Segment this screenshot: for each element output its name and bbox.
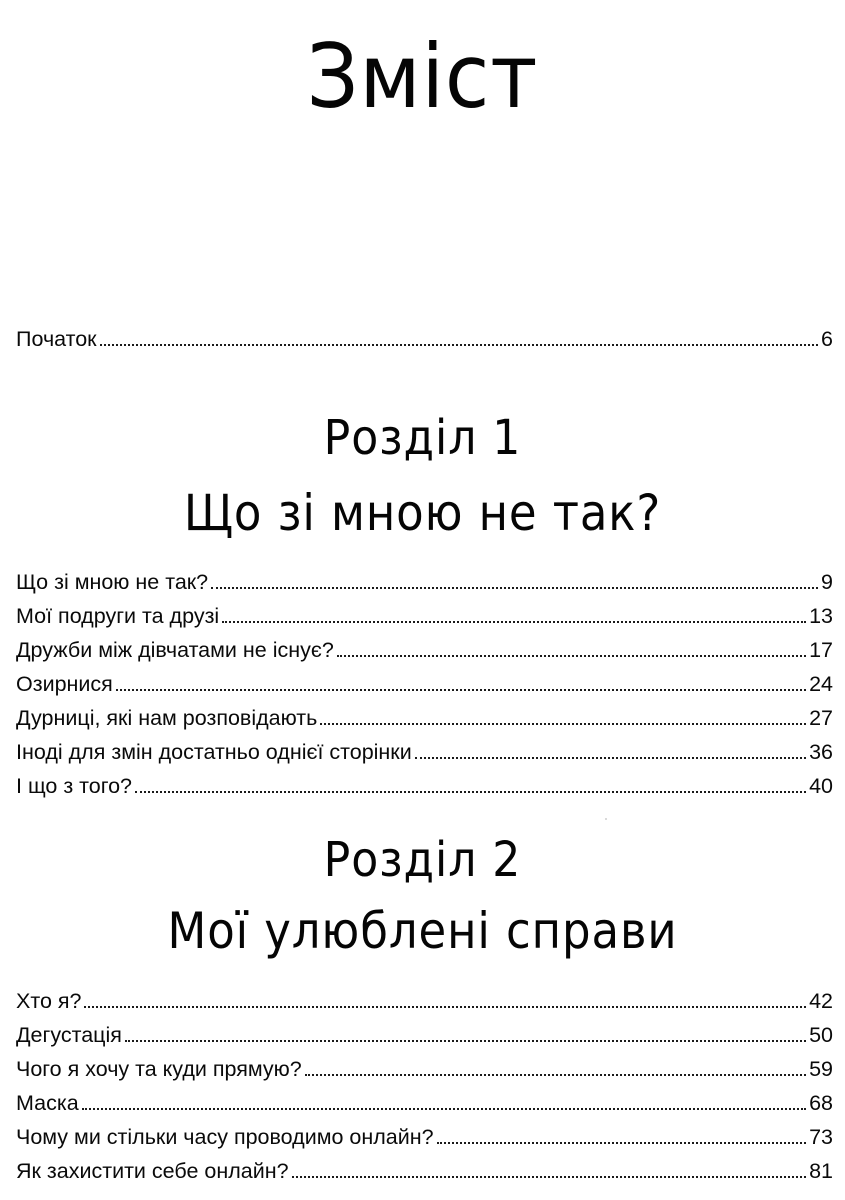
toc-entry-page-number: 42: [809, 989, 833, 1013]
toc-entry-intro[interactable]: [16, 322, 833, 352]
toc-entry-page-number: 9: [821, 570, 833, 594]
chapter-1-label: Розділ 1: [323, 410, 522, 466]
toc-entry-title: Дружби між дівчатами не існує?: [16, 638, 334, 662]
dot-leader: [222, 621, 806, 623]
toc-entry-page-number: 73: [809, 1125, 833, 1149]
toc-entry[interactable]: [16, 769, 833, 799]
toc-entry-title: І що з того?: [16, 774, 133, 798]
dot-leader: [82, 1108, 806, 1110]
toc-entry[interactable]: [16, 565, 833, 595]
toc-entry-title: Дурниці, які нам розповідають: [16, 706, 318, 730]
toc-entry-page-number: 68: [809, 1091, 833, 1115]
toc-entry-title: Що зі мною не так?: [16, 570, 209, 594]
toc-entry-page-number: 6: [821, 327, 833, 351]
toc-entry-title: Початок: [16, 327, 97, 351]
toc-entry-title: Мої подруги та друзі: [16, 604, 220, 628]
toc-entry[interactable]: [16, 984, 833, 1014]
toc-entry[interactable]: [16, 1086, 833, 1116]
chapter-1-title: Що зі мною не так?: [183, 484, 662, 542]
toc-entry-title: Озирнися: [16, 672, 113, 696]
dot-leader: [116, 689, 806, 691]
dot-leader: [211, 587, 818, 589]
chapter-2-label: Розділ 2: [323, 832, 522, 888]
toc-entry-page-number: 81: [809, 1159, 833, 1183]
toc-entry[interactable]: [16, 667, 833, 697]
toc-entry[interactable]: [16, 735, 833, 765]
toc-entry-title: Чому ми стільки часу проводимо онлайн?: [16, 1125, 434, 1149]
dot-leader: [100, 344, 818, 346]
toc-entry[interactable]: [16, 701, 833, 731]
toc-entry-page-number: 17: [809, 638, 833, 662]
toc-entry[interactable]: [16, 633, 833, 663]
toc-entry[interactable]: [16, 1154, 833, 1184]
toc-entry-title: Маска: [16, 1091, 79, 1115]
toc-entry-title: Як захистити себе онлайн?: [16, 1159, 289, 1183]
paper-speck: [605, 818, 607, 820]
dot-leader: [135, 791, 806, 793]
toc-entry-title: Дегустація: [16, 1023, 122, 1047]
toc-entry-page-number: 24: [809, 672, 833, 696]
toc-entry-page-number: 59: [809, 1057, 833, 1081]
dot-leader: [84, 1006, 806, 1008]
chapter-2-title: Мої улюблені справи: [167, 902, 678, 960]
toc-entry[interactable]: [16, 1018, 833, 1048]
dot-leader: [437, 1142, 806, 1144]
toc-entry-page-number: 13: [809, 604, 833, 628]
toc-entry[interactable]: [16, 1052, 833, 1082]
dot-leader: [292, 1176, 807, 1178]
dot-leader: [320, 723, 806, 725]
toc-entry[interactable]: [16, 1120, 833, 1150]
toc-entry-page-number: 40: [809, 774, 833, 798]
page-title: Зміст: [306, 25, 539, 128]
dot-leader: [305, 1074, 806, 1076]
toc-entry-page-number: 36: [809, 740, 833, 764]
toc-entry-title: Іноді для змін достатньо однієї сторінки: [16, 740, 412, 764]
toc-entry-title: Чого я хочу та куди прямую?: [16, 1057, 302, 1081]
dot-leader: [415, 757, 806, 759]
dot-leader: [337, 655, 806, 657]
toc-entry-page-number: 27: [809, 706, 833, 730]
toc-entry-title: Хто я?: [16, 989, 82, 1013]
toc-entry[interactable]: [16, 599, 833, 629]
dot-leader: [125, 1040, 806, 1042]
toc-entry-page-number: 50: [809, 1023, 833, 1047]
